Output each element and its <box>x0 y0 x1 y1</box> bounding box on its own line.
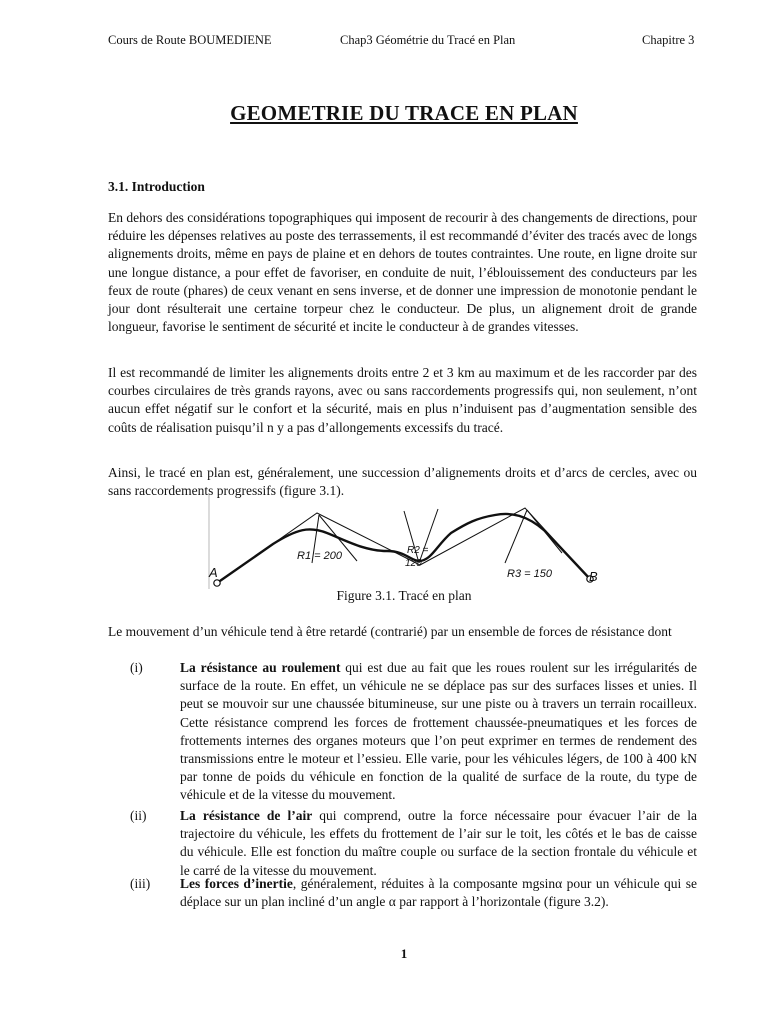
header-center: Chap3 Géométrie du Tracé en Plan <box>340 33 516 47</box>
paragraph-4: Le mouvement d’un véhicule tend à être retardé (contrarié) par un ensemble de forces de résistance dont <box>108 624 672 639</box>
list-item-number: (i) <box>130 660 143 675</box>
list-item-number: (iii) <box>130 876 151 891</box>
page-number: 1 <box>400 946 408 961</box>
header-right: Chapitre 3 <box>642 33 695 47</box>
list-item-text: qui est due au fait que les roues roulent sur les irrégularités de surface de la route. En effet, un véhicule ne se déplace pas sur des surfaces lisses et unies. Il peut se mouvoir sur une chaussée bitumineuse, sur une piste ou à travers un terrain rocailleux. Cette résistance comprend les forces de frottement chaussée-pneumatiques et les forces de frottements internes des organes moteurs que l’on peut exprimer en termes de rendement des transmissions entre le moteur et l’essieu. Elle varie, pour les véhicules légers, de 100 à 400 kN par tonne de poids du véhicule en fonction de la qualité de surface de la route, du type de véhicule et de la vitesse du mouvement. <box>180 660 697 803</box>
label-r3: R3 = 150 <box>507 568 552 580</box>
label-point-b: B <box>589 569 598 584</box>
paragraph-3: Ainsi, le tracé en plan est, généralement, une succession d’alignements droits et d’arcs de cercles, avec ou sans raccordements progressifs (figure 3.1). <box>108 465 697 499</box>
page-title: GEOMETRIE DU TRACE EN PLAN <box>230 101 578 125</box>
point-a-marker <box>214 580 220 586</box>
list-item-text: qui comprend, outre la force nécessaire pour évacuer l’air de la trajectoire du véhicule, les effets du frottement de l’air sur le toit, les côtés et le bas de caisse du véhicule. Elle est fonction du maître couple ou surface de la section frontale du véhicule et le carré de la vitesse du mouvement. <box>180 808 697 878</box>
label-point-a: A <box>209 565 218 580</box>
label-r1: R1 = 200 <box>297 550 342 562</box>
list-item-ii <box>108 807 697 880</box>
list-item-iii <box>108 875 697 911</box>
header-left: Cours de Route BOUMEDIENE <box>108 33 272 47</box>
section-heading: 3.1. Introduction <box>108 179 205 194</box>
list-item-text: , généralement, réduites à la composante mgsinα pour un véhicule qui se déplace sur un plan incliné d’un angle α par rapport à l’horizontale (figure 3.2). <box>180 876 697 910</box>
list-item-term: La résistance de l’air <box>180 808 313 823</box>
label-r2-top: R2 = <box>407 545 429 556</box>
figure-trace-en-plan <box>205 493 603 589</box>
list-item-term: La résistance au roulement <box>180 660 341 675</box>
list-item-term: Les forces d’inertie <box>180 876 293 891</box>
list-item-i <box>108 659 697 805</box>
paragraph-2: Il est recommandé de limiter les alignements droits entre 2 et 3 km au maximum et de les raccorder par des courbes circulaires de très grands rayons, avec ou sans raccordements progressifs qui, non seulement, n’ont aucun effet négatif sur le confort et la sécurité, mais en plus n’induisent pas d’augmentation sensible des coûts de réalisation puisqu’il n y a pas d’allongements excessifs du tracé. <box>108 365 697 435</box>
paragraph-1: En dehors des considérations topographiques qui imposent de recourir à des changements de directions, pour réduire les dépenses relatives au poste des terrassements, il est recommandé d’éviter des tracés avec de longs alignements droits, même en pays de plaine et en dehors de toutes contraintes. Une route, en ligne droite sur une longue distance, a pour effet de favoriser, en conduite de nuit, l’éblouissement des conducteurs par les feux de route (phares) de ceux venant en sens inverse, et de donner une impression de monotonie pendant le jour dont résulterait une certaine torpeur chez le conducteur. De plus, un alignement droit de grande longueur, favorise le sentiment de sécurité et incite le conducteur à de grandes vitesses. <box>108 210 697 335</box>
figure-caption: Figure 3.1. Tracé en plan <box>336 588 472 603</box>
label-r2-bottom: 120 <box>405 558 422 569</box>
list-item-number: (ii) <box>130 808 147 823</box>
